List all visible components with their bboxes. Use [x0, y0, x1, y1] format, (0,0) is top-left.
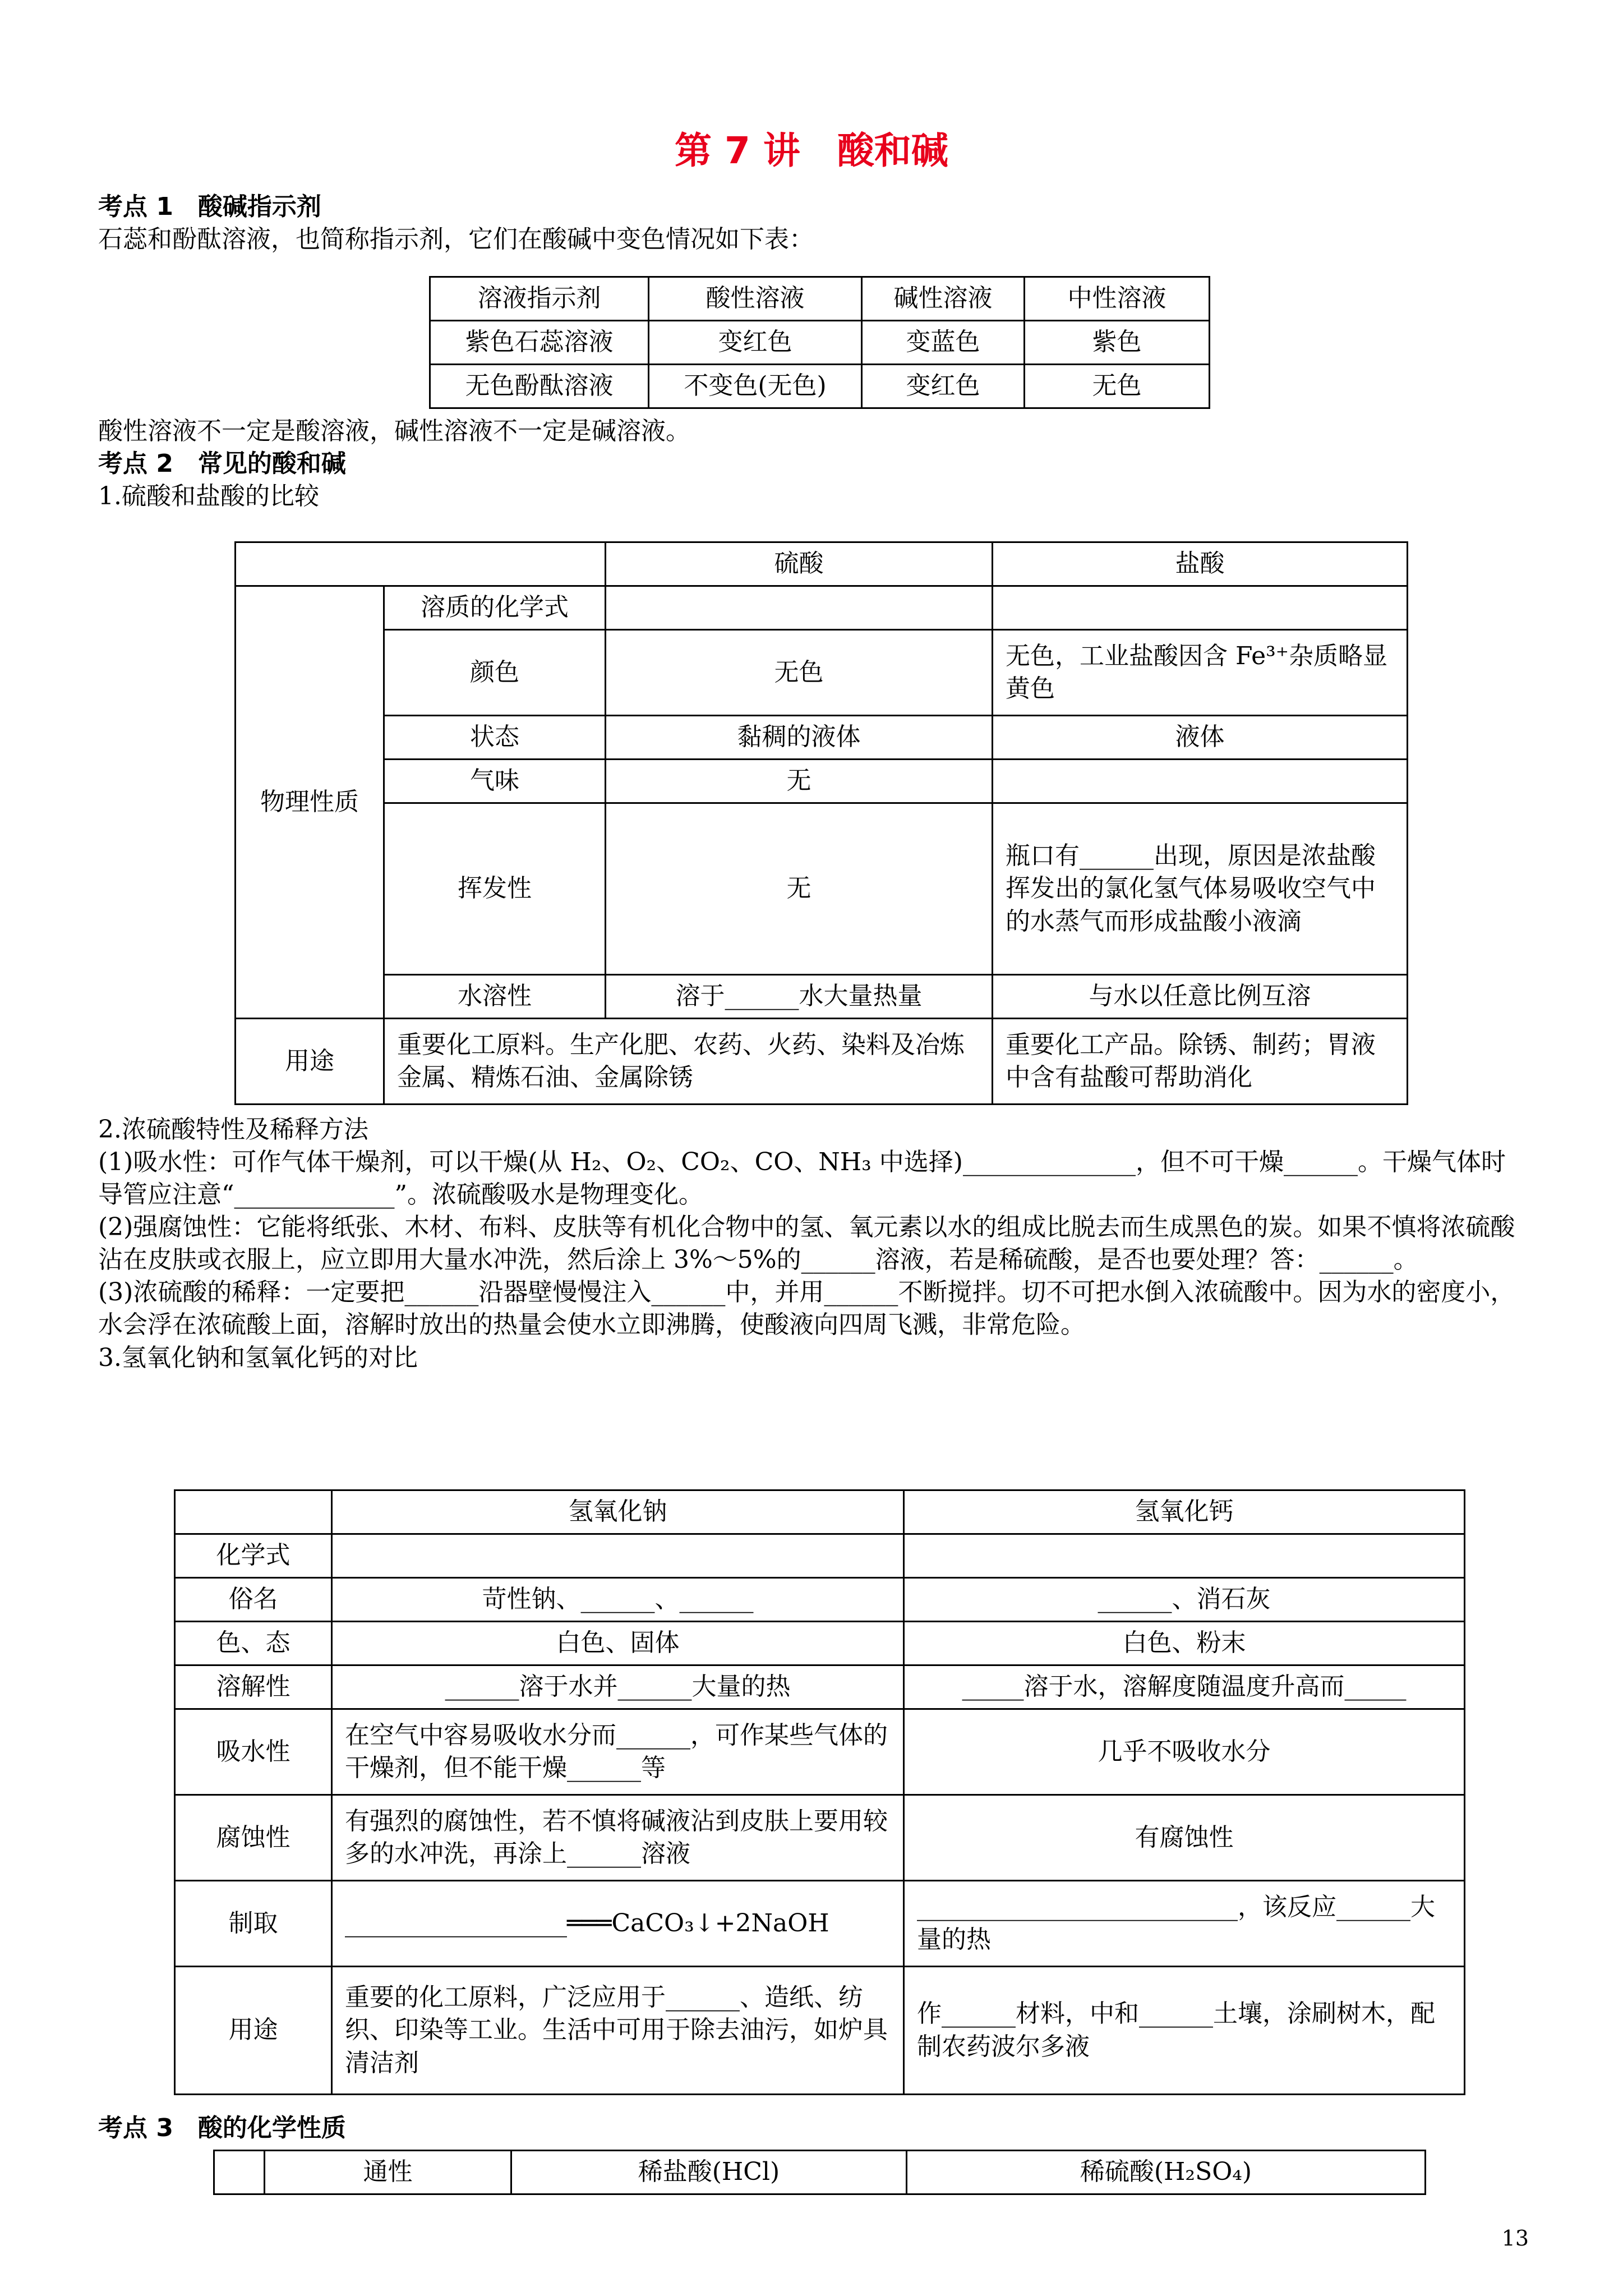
- row-label: 溶解性: [175, 1665, 332, 1709]
- col-dilute-hcl: 稀盐酸(HCl): [511, 2151, 907, 2194]
- indicator-cell: 变红色: [862, 365, 1025, 408]
- col-caoh: 氢氧化钙: [904, 1490, 1465, 1534]
- row-label: 制取: [175, 1881, 332, 1967]
- cell: 有强烈的腐蚀性，若不慎将碱液沾到皮肤上要用较多的水冲洗，再涂上______溶液: [332, 1795, 904, 1881]
- section-2-top: [98, 415, 1525, 513]
- row-label: 挥发性: [384, 803, 606, 975]
- row-label: 溶质的化学式: [384, 586, 606, 630]
- page-number: 13: [1501, 2226, 1529, 2251]
- row-label: 腐蚀性: [175, 1795, 332, 1881]
- answer-blank: [606, 586, 993, 630]
- cell: 无: [606, 803, 993, 975]
- row-label: 状态: [384, 716, 606, 760]
- cell: _____溶于水，溶解度随温度升高而_____: [904, 1665, 1465, 1709]
- answer-blank: [332, 1534, 904, 1578]
- cell: 有腐蚀性: [904, 1795, 1465, 1881]
- cell: 在空气中容易吸收水分而______，可作某些气体的干燥剂，但不能干燥______等: [332, 1709, 904, 1795]
- col-dilute-h2so4: 稀硫酸(H₂SO₄): [907, 2151, 1426, 2194]
- section-1-intro: 石蕊和酚酞溶液，也简称指示剂，它们在酸碱中变色情况如下表：: [98, 225, 814, 254]
- cell: 黏稠的液体: [606, 716, 993, 760]
- answer-blank: [904, 1534, 1465, 1578]
- para-dilute: (3)浓硫酸的稀释：一定要把______沿器壁慢慢注入______中，并用______不断搅拌。切不可把水倒入浓硫酸中。因为水的密度小，水会浮在浓硫酸上面，溶解时放出的热量会使水立即沸腾，使酸液向四周飞溅，非常危险。: [98, 1278, 1515, 1340]
- acid-compare-table: [234, 541, 1408, 1105]
- cell: 重要的化工原料，广泛应用于______、造纸、纺织、印染等工业。生活中可用于除去油污，如炉具清洁剂: [332, 1967, 904, 2095]
- group-physical: 物理性质: [236, 586, 384, 1019]
- col-naoh: 氢氧化钠: [332, 1490, 904, 1534]
- cell: 无色: [606, 630, 993, 716]
- row-label: 气味: [384, 760, 606, 803]
- indicator-cell: 溶液指示剂: [430, 277, 649, 321]
- row-label: 俗名: [175, 1578, 332, 1622]
- subheading-base-compare: 3.氢氧化钠和氢氧化钙的对比: [98, 1343, 418, 1372]
- cell: __________________═══CaCO₃↓+2NaOH: [332, 1881, 904, 1967]
- cell: 瓶口有______出现，原因是浓盐酸挥发出的氯化氢气体易吸收空气中的水蒸气而形成盐酸小液滴: [993, 803, 1408, 975]
- indicator-cell: 酸性溶液: [649, 277, 862, 321]
- section-1: [98, 191, 1525, 256]
- row-label: 用途: [175, 1967, 332, 2095]
- row-label: 化学式: [175, 1534, 332, 1578]
- cell: 几乎不吸收水分: [904, 1709, 1465, 1795]
- col-hcl: 盐酸: [993, 542, 1408, 586]
- section-3: [98, 2112, 1525, 2145]
- subheading-acid-compare: 1.硫酸和盐酸的比较: [98, 482, 319, 511]
- header-blank: [236, 542, 606, 586]
- subheading-conc-sulfuric: 2.浓硫酸特性及稀释方法: [98, 1115, 368, 1144]
- row-label: 颜色: [384, 630, 606, 716]
- row-label: 吸水性: [175, 1709, 332, 1795]
- section-1-heading: 考点 1 酸碱指示剂: [98, 192, 321, 221]
- cell: 重要化工原料。生产化肥、农药、火药、染料及冶炼金属、精炼石油、金属除锈: [384, 1019, 993, 1105]
- answer-blank: [993, 760, 1408, 803]
- header-blank: [175, 1490, 332, 1534]
- para-corrosive: (2)强腐蚀性：它能将纸张、木材、布料、皮肤等有机化合物中的氢、氧元素以水的组成比脱去而生成黑色的炭。如果不慎将浓硫酸沾在皮肤或衣服上，应立即用大量水冲洗，然后涂上 3%～5%的______溶液，若是稀硫酸，是否也要处理？答：______。: [98, 1213, 1515, 1274]
- cell: 液体: [993, 716, 1408, 760]
- indicator-cell: 不变色(无色): [649, 365, 862, 408]
- cell: 重要化工产品。除锈、制药；胃液中含有盐酸可帮助消化: [993, 1019, 1408, 1105]
- header-blank: [214, 2151, 265, 2194]
- cell: 与水以任意比例互溶: [993, 975, 1408, 1019]
- section-3-heading: 考点 3 酸的化学性质: [98, 2114, 346, 2142]
- cell: __________________________，该反应______大量的热: [904, 1881, 1465, 1967]
- cell: 白色、粉末: [904, 1622, 1465, 1665]
- row-label: 色、态: [175, 1622, 332, 1665]
- cell: ______、消石灰: [904, 1578, 1465, 1622]
- cell: 无: [606, 760, 993, 803]
- cell: 无色，工业盐酸因含 Fe³⁺杂质略显黄色: [993, 630, 1408, 716]
- para-absorb: (1)吸水性：可作气体干燥剂，可以干燥(从 H₂、O₂、CO₂、CO、NH₃ 中选择)______________，但不可干燥______。干燥气体时导管应注意“_____________”。浓硫酸吸水是物理变化。: [98, 1148, 1506, 1209]
- group-use: 用途: [236, 1019, 384, 1105]
- acid-property-table: [213, 2150, 1426, 2195]
- cell: 作______材料，中和______土壤，涂刷树木，配制农药波尔多液: [904, 1967, 1465, 2095]
- cell: 苛性钠、______、______: [332, 1578, 904, 1622]
- row-label: 水溶性: [384, 975, 606, 1019]
- answer-blank: [993, 586, 1408, 630]
- base-compare-table: [174, 1489, 1465, 2095]
- indicator-cell: 紫色石蕊溶液: [430, 321, 649, 365]
- section-1-note: 酸性溶液不一定是酸溶液，碱性溶液不一定是碱溶液。: [98, 417, 690, 445]
- section-2-heading: 考点 2 常见的酸和碱: [98, 449, 346, 478]
- indicator-table: [429, 276, 1210, 409]
- cell: 溶于______水大量热量: [606, 975, 993, 1019]
- indicator-cell: 无色: [1025, 365, 1210, 408]
- indicator-cell: 变蓝色: [862, 321, 1025, 365]
- page-title: 第 7 讲 酸和碱: [675, 129, 948, 172]
- cell: 白色、固体: [332, 1622, 904, 1665]
- indicator-cell: 无色酚酞溶液: [430, 365, 649, 408]
- col-h2so4: 硫酸: [606, 542, 993, 586]
- indicator-cell: 变红色: [649, 321, 862, 365]
- cell: ______溶于水并______大量的热: [332, 1665, 904, 1709]
- indicator-cell: 中性溶液: [1025, 277, 1210, 321]
- indicator-cell: 碱性溶液: [862, 277, 1025, 321]
- col-general: 通性: [265, 2151, 511, 2194]
- indicator-cell: 紫色: [1025, 321, 1210, 365]
- conc-sulfuric-section: [98, 1114, 1525, 1374]
